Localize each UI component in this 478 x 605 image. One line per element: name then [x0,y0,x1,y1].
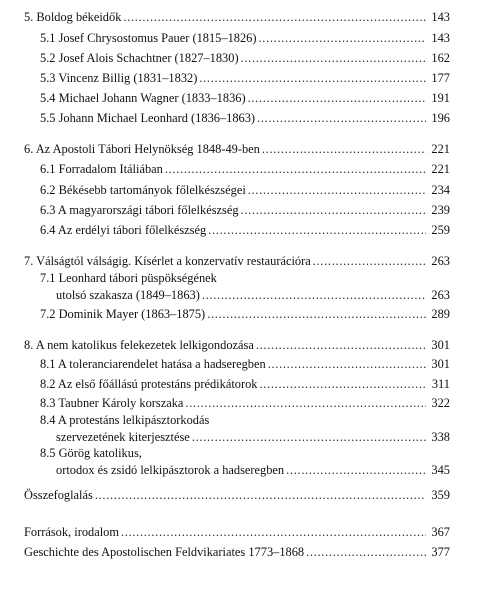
toc-entry-8-4-cont [56,428,450,445]
toc-entry-5-5 [40,109,450,126]
dot-leader [262,141,426,157]
dot-leader [207,306,426,322]
dot-leader [95,487,426,503]
toc-entry-title: 8.4 A protestáns lelkipásztorkodás [40,413,210,427]
toc-page-number: 196 [431,111,450,125]
toc-page-number: 359 [431,488,450,502]
toc-entry-title: 6. Az Apostoli Tábori Helynökség 1848-49-ben [24,142,260,156]
toc-entry-sources [24,523,450,540]
toc-entry-8 [24,336,450,353]
toc-entry-5-1 [40,29,450,46]
toc-entry-title: 6.1 Forradalom Itáliában [40,162,163,176]
toc-entry-title: 8. A nem katolikus felekezetek lelkigondozása [24,338,254,352]
dot-leader [248,90,426,106]
toc-page-number: 322 [431,396,450,410]
toc-entry-5-4 [40,89,450,106]
toc-entry-title: 7.1 Leonhard tábori püspökségének [40,271,217,285]
toc-entry-title: Források, irodalom [24,525,119,539]
toc-entry-7-2 [40,305,450,322]
toc-page-number: 191 [431,91,450,105]
toc-entry-title: 5.2 Josef Alois Schachtner (1827–1830) [40,51,239,65]
toc-entry-7-1-cont [56,286,450,303]
dot-leader [268,356,426,372]
toc-entry-geschichte [24,543,450,560]
toc-entry-7-1 [40,269,450,286]
dot-leader [259,376,426,392]
toc-entry-title: 7.2 Dominik Mayer (1863–1875) [40,307,206,321]
toc-page-number: 311 [431,377,450,391]
toc-page-number: 367 [431,525,450,539]
toc-entry-title: Geschichte des Apostolischen Feldvikariates 1773–1868 [24,545,305,559]
toc-page-number: 301 [431,357,450,371]
toc-page-number: 234 [431,183,450,197]
toc-entry-8-2 [40,375,450,392]
toc-page-number: 143 [431,31,450,45]
toc-page-number: 263 [431,254,450,268]
toc-entry-title: 8.2 Az első főállású protestáns prédikátorok [40,377,258,391]
toc-entry-8-4 [40,411,450,428]
toc-page-number: 143 [431,10,450,24]
toc-entry-7 [24,252,450,269]
dot-leader [208,222,426,238]
toc-entry-title: 5.4 Michael Johann Wagner (1833–1836) [40,91,246,105]
toc-entry-6-1 [40,160,450,177]
toc-page-number: 263 [431,288,450,302]
toc-entry-8-5 [40,444,450,461]
dot-leader [192,429,426,445]
toc-entry-5-3 [40,69,450,86]
dot-leader [306,544,426,560]
toc-entry-6 [24,140,450,157]
toc-page-number: 301 [431,338,450,352]
toc-page-number: 221 [431,162,450,176]
dot-leader [248,182,426,198]
dot-leader [199,70,426,86]
dot-leader [121,524,426,540]
toc-entry-title: Összefoglalás [24,488,93,502]
toc-page-number: 177 [431,71,450,85]
toc-entry-8-1 [40,355,450,372]
toc-entry-6-4 [40,221,450,238]
dot-leader [286,462,426,478]
toc-entry-title: 7. Válságtól válságig. Kísérlet a konzervatív restaurációra [24,254,311,268]
toc-page-number: 338 [431,430,450,444]
dot-leader [165,161,426,177]
toc-entry-title: 5.5 Johann Michael Leonhard (1836–1863) [40,111,256,125]
toc-entry-title: 8.1 A toleranciarendelet hatása a hadseregben [40,357,266,371]
toc-page-number: 239 [431,203,450,217]
toc-entry-title: 8.3 Taubner Károly korszaka [40,396,184,410]
toc-page-number: 259 [431,223,450,237]
toc-page-number: 221 [431,142,450,156]
toc-page-number: 289 [431,307,450,321]
dot-leader [256,337,426,353]
dot-leader [202,287,426,303]
toc-entry-5 [24,8,450,25]
toc-entry-6-2 [40,181,450,198]
dot-leader [241,202,426,218]
dot-leader [123,9,426,25]
toc-entry-title: 5.3 Vincenz Billig (1831–1832) [40,71,198,85]
toc-entry-5-2 [40,49,450,66]
dot-leader [313,253,426,269]
toc-entry-6-3 [40,201,450,218]
toc-entry-title: szervezetének kiterjesztése [56,430,190,444]
toc-page-number: 345 [431,463,450,477]
toc-entry-8-5-cont [56,461,450,478]
toc-entry-title: ortodox és zsidó lelkipásztorok a hadseregben [56,463,285,477]
dot-leader [258,30,426,46]
dot-leader [241,50,426,66]
toc-entry-title: 5. Boldog békeidők [24,10,122,24]
toc-page-number: 162 [431,51,450,65]
toc-entry-title: 6.2 Békésebb tartományok főlelkészségei [40,183,246,197]
toc-entry-title: 6.3 A magyarországi tábori főlelkészség [40,203,239,217]
toc-entry-summary [24,486,450,503]
toc-entry-8-3 [40,394,450,411]
toc-entry-title: 5.1 Josef Chrysostomus Pauer (1815–1826) [40,31,257,45]
toc-page-number: 377 [431,545,450,559]
toc-entry-title: 6.4 Az erdélyi tábori főlelkészség [40,223,207,237]
dot-leader [185,395,426,411]
toc-entry-title: utolsó szakasza (1849–1863) [56,288,200,302]
dot-leader [257,110,426,126]
toc-entry-title: 8.5 Görög katolikus, [40,446,142,460]
